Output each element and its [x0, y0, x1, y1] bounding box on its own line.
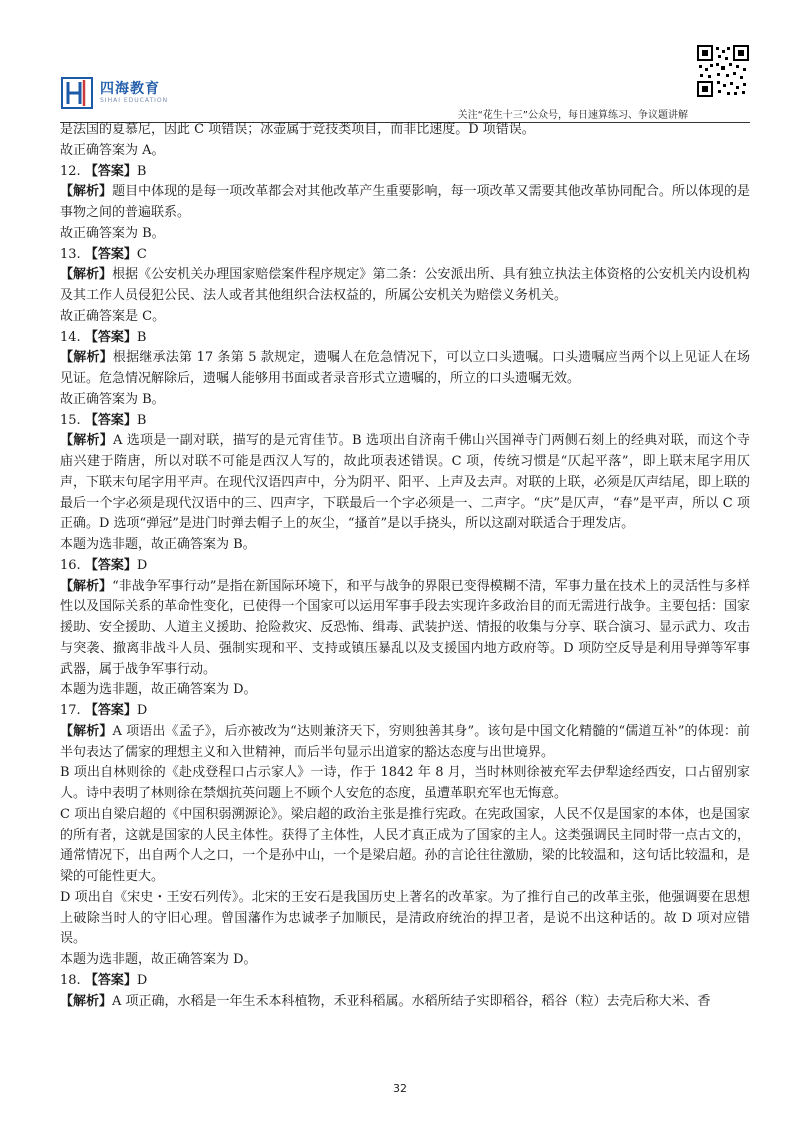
answer-line: 16. 【答案】D: [60, 557, 148, 573]
page-number: 32: [393, 1082, 407, 1095]
explanation-paragraph: 【解析】A 选项是一副对联，描写的是元宵佳节。B 选项出自济南千佛山兴国禅寺门两侧石刻上的经典对联，而这个寺庙兴建于隋唐，所以对联不可能是西汉人写的，故此项表述错误。C 项，传统习惯是“仄起平落”，即上联末尾字用仄声，下联末句尾字用平声。在现代汉语四声中，分为阴平、阳平、上声及去声。对联的上联，必须是仄声结尾，即上联的最后一个字必须是现代汉语中的三、四声字，下联最后一个字必须是一、二声字。“庆”是仄声，“春”是平声，所以 C 项正确。D 选项“弹冠”是进门时弹去帽子上的灰尘，“搔首”是以手挠头，所以这副对联适合于理发店。: [60, 433, 750, 532]
text-line: 故正确答案是 C。: [60, 308, 166, 324]
logo-name-cn: 四海教育: [100, 81, 160, 97]
header-slogan: 关注“花生十三”公众号，每日速算练习、争议题讲解: [457, 110, 688, 121]
text-line: 本题为选非题，故正确答案为 D。: [60, 952, 257, 967]
answer-explanations: [60, 120, 750, 1012]
explanation-paragraph: B 项出自林则徐的《赴戍登程口占示家人》一诗，作于 1842 年 8 月，当时林则徐被充军去伊犁途经西安，口占留别家人。诗中表明了林则徐在禁烟抗英问题上不顾个人安危的态度，虽遭革职充军也无悔意。: [60, 765, 750, 801]
text-line: 本题为选非题，故正确答案为 B。: [60, 537, 256, 552]
answer-line: 14. 【答案】B: [60, 329, 147, 345]
explanation-paragraph: 【解析】A 项语出《孟子》，后亦被改为“达则兼济天下，穷则独善其身”。该句是中国文化精髓的“儒道互补”的体现：前半句表达了儒家的理想主义和入世精神，而后半句显示出道家的豁达态度与出世境界。: [60, 723, 750, 760]
answer-line: 13. 【答案】C: [60, 246, 147, 262]
explanation-paragraph: 【解析】“非战争军事行动”是指在新国际环境下，和平与战争的界限已变得模糊不清，军事力量在技术上的灵活性与多样性以及国际关系的革命性变化，已使得一个国家可以运用军事手段去实现许多政治目的而无需进行战争。主要包括：国家援助、安全援助、人道主义援助、抢险救灾、反恐怖、缉毒、武装护送、情报的收集与分享、联合演习、显示武力、攻击与突袭、撤离非战斗人员、强制实现和平、支持或镇压暴乱以及支援国内地方政府等。D 项防空反导是利用导弹等军事武器，属于战争军事行动。: [60, 578, 750, 677]
text-line: 故正确答案为 A。: [60, 142, 165, 158]
text-line: 是法国的夏慕尼，因此 C 项错误；冰壶属于竞技类项目，而非比速度。D 项错误。: [60, 122, 535, 137]
text-line: 本题为选非题，故正确答案为 D。: [60, 682, 257, 698]
explanation-paragraph: 【解析】根据《公安机关办理国家赔偿案件程序规定》第二条：公安派出所、具有独立执法主体资格的公安机关内设机构及其工作人员侵犯公民、法人或者其他组织合法权益的，所属公安机关为赔偿义务机关。: [60, 267, 750, 303]
answer-line: 18. 【答案】D: [60, 972, 148, 988]
answer-line: 15. 【答案】B: [60, 412, 147, 428]
logo-name-en: SIHAI EDUCATION: [100, 97, 169, 104]
page-header: [60, 40, 750, 121]
answer-line: 12. 【答案】B: [60, 163, 147, 179]
text-line: 故正确答案为 B。: [60, 225, 165, 241]
explanation-paragraph: C 项出自梁启超的《中国积弱溯源论》。梁启超的政治主张是推行宪政。在宪政国家，人民不仅是国家的本体，也是国家的所有者，这就是国家的人民主体性。获得了主体性，人民才真正成为了国家的主人。这类强调民主同时带一点古文的，通常情况下，出自两个人之口，一个是孙中山，一个是梁启超。孙的言论往往激励，梁的比较温和，这句话比较温和，是梁的可能性更大。: [60, 806, 750, 884]
explanation-paragraph: D 项出自《宋史・王安石列传》。北宋的王安石是我国历史上著名的改革家。为了推行自己的改革主张，他强调要在思想上破除当时人的守旧心理。曾国藩作为忠诚孝子加顺民，是清政府统治的捍卫者，是说不出这种话的。故 D 项对应错误。: [60, 889, 750, 947]
explanation-paragraph: 【解析】A 项正确，水稻是一年生禾本科植物，禾亚科稻属。水稻所结子实即稻谷，稻谷（粒）去壳后称大米、香: [60, 993, 711, 1009]
answer-line: 17. 【答案】D: [60, 703, 148, 718]
sihai-logo: [60, 76, 168, 110]
qr-code-icon: [696, 44, 750, 98]
explanation-paragraph: 【解析】题目中体现的是每一项改革都会对其他改革产生重要影响，每一项改革又需要其他改革协同配合。所以体现的是事物之间的普遍联系。: [60, 184, 750, 220]
sihai-logo-icon: [60, 76, 94, 110]
explanation-paragraph: 【解析】根据继承法第 17 条第 5 款规定，遗嘱人在危急情况下，可以立口头遗嘱。口头遗嘱应当两个以上见证人在场见证。危急情况解除后，遗嘱人能够用书面或者录音形式立遗嘱的，所立的口头遗嘱无效。: [60, 350, 750, 386]
text-line: 故正确答案为 B。: [60, 391, 165, 407]
